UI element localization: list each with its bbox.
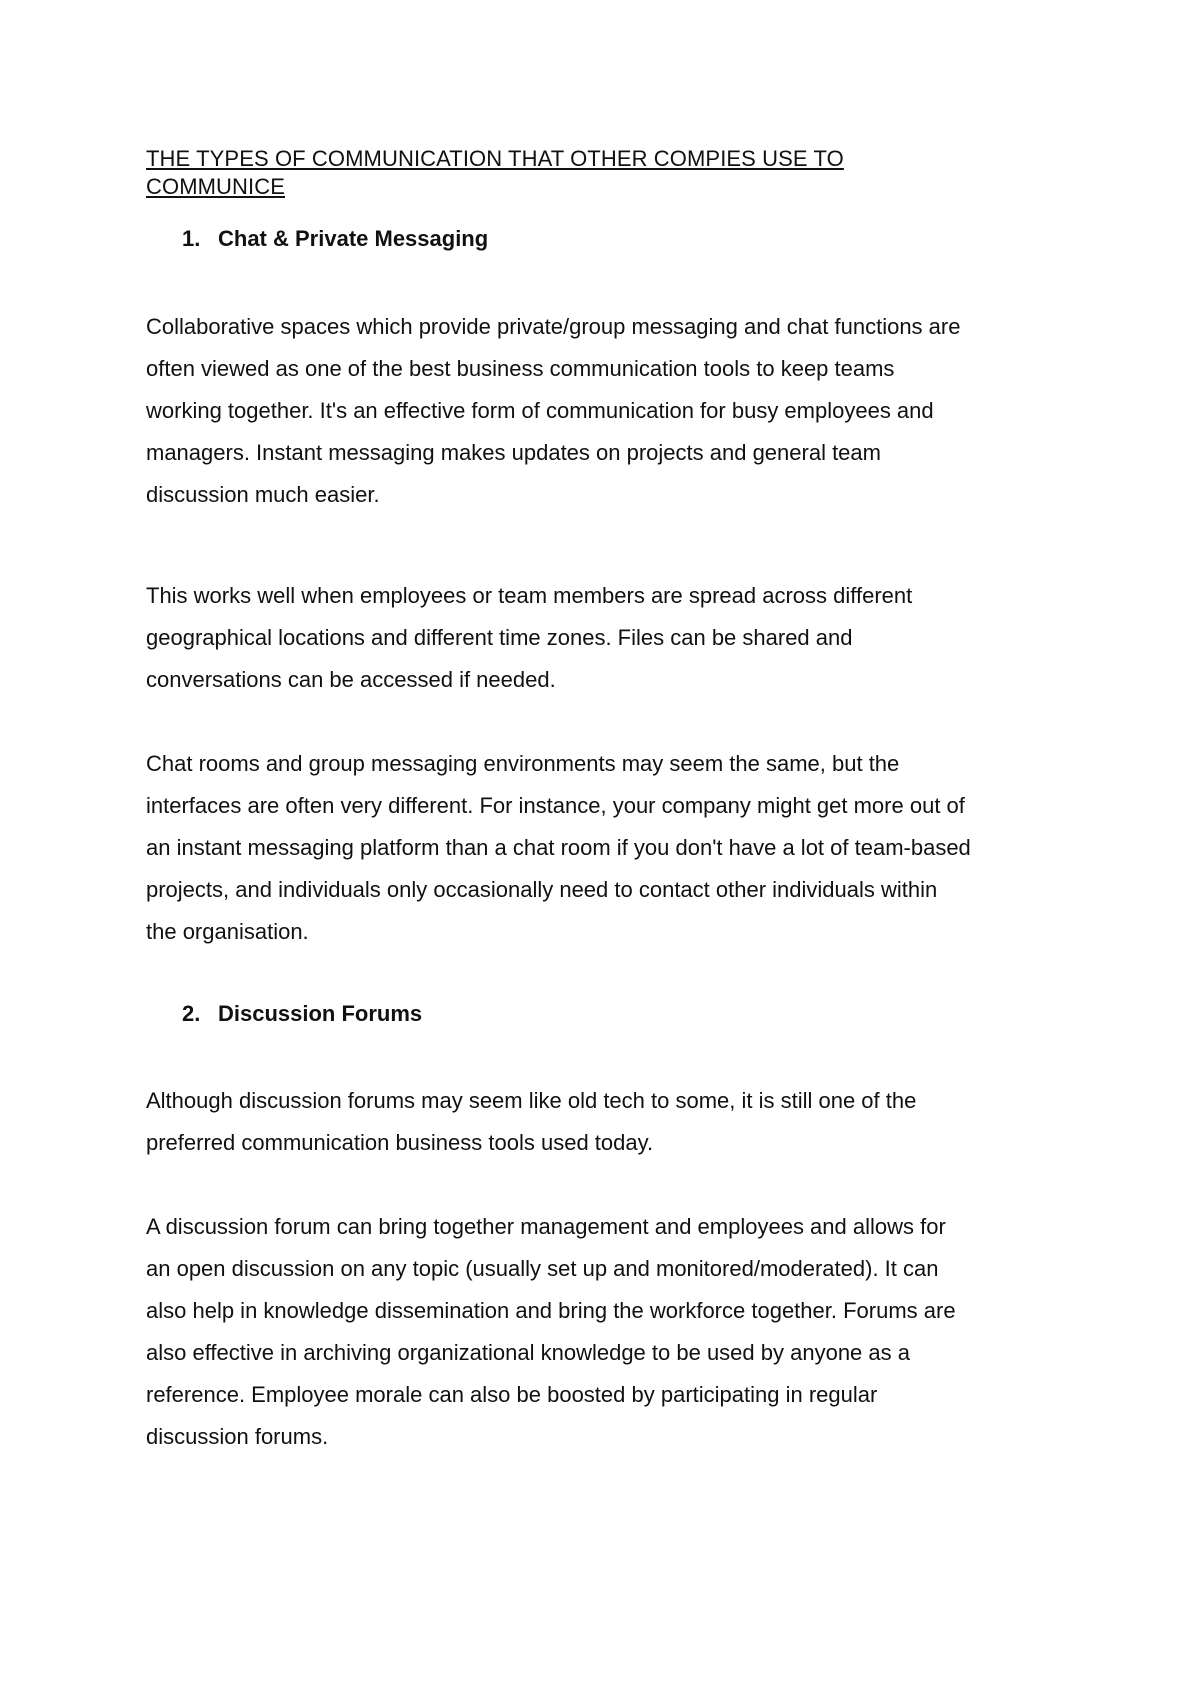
paragraph-line: Chat rooms and group messaging environments may seem the same, but the: [146, 751, 900, 776]
paragraph: [146, 575, 1076, 701]
paragraph-line: the organisation.: [146, 919, 309, 944]
paragraph-line: working together. It's an effective form of communication for busy employees and: [146, 398, 934, 423]
section-number: 1.: [182, 226, 201, 251]
paragraph-line: discussion much easier.: [146, 482, 380, 507]
paragraph-line: Collaborative spaces which provide private/group messaging and chat functions are: [146, 314, 961, 339]
paragraph-line: an instant messaging platform than a chat room if you don't have a lot of team-based: [146, 835, 971, 860]
paragraph-line: Although discussion forums may seem like old tech to some, it is still one of the: [146, 1088, 917, 1113]
paragraph-line: preferred communication business tools used today.: [146, 1130, 654, 1155]
paragraph: [146, 1206, 1076, 1458]
paragraph-line: managers. Instant messaging makes updates on projects and general team: [146, 440, 881, 465]
section-heading-text: Chat & Private Messaging: [218, 226, 489, 251]
paragraph-line: interfaces are often very different. For instance, your company might get more out of: [146, 793, 965, 818]
paragraph: [146, 306, 1076, 516]
paragraph: [146, 1080, 1076, 1164]
paragraph-line: an open discussion on any topic (usually set up and monitored/moderated). It can: [146, 1256, 939, 1281]
paragraph-line: reference. Employee morale can also be boosted by participating in regular: [146, 1382, 878, 1407]
paragraph-line: discussion forums.: [146, 1424, 329, 1449]
paragraph: [146, 743, 1076, 953]
paragraph-line: A discussion forum can bring together management and employees and allows for: [146, 1214, 946, 1239]
paragraph-line: conversations can be accessed if needed.: [146, 667, 556, 692]
section-number: 2.: [182, 1001, 201, 1026]
section-heading-discussion-forums: [182, 1000, 422, 1028]
title-line: THE TYPES OF COMMUNICATION THAT OTHER COMPIES USE TO: [146, 146, 844, 171]
section-heading-chat-private-messaging: [182, 225, 488, 253]
paragraph-line: This works well when employees or team members are spread across different: [146, 583, 913, 608]
paragraph-line: also effective in archiving organizational knowledge to be used by anyone as a: [146, 1340, 910, 1365]
paragraph-line: also help in knowledge dissemination and bring the workforce together. Forums are: [146, 1298, 956, 1323]
title-line: COMMUNICE: [146, 174, 286, 199]
paragraph-line: often viewed as one of the best business communication tools to keep teams: [146, 356, 895, 381]
paragraph-line: geographical locations and different time zones. Files can be shared and: [146, 625, 853, 650]
paragraph-line: projects, and individuals only occasionally need to contact other individuals within: [146, 877, 938, 902]
document-title: [146, 145, 1076, 201]
section-heading-text: Discussion Forums: [218, 1001, 423, 1026]
